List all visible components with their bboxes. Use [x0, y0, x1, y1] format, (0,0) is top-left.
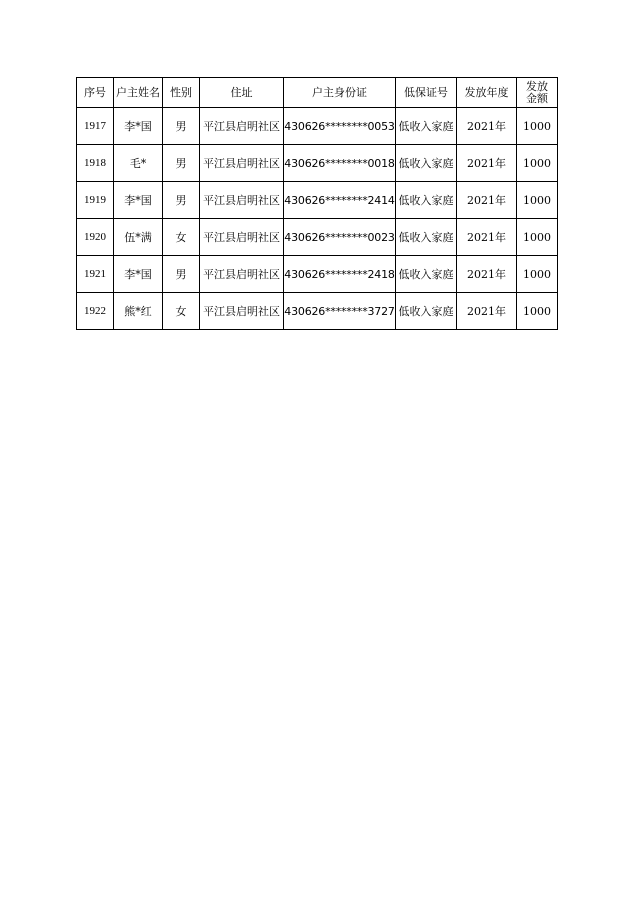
cell-cert-no: 低收入家庭	[396, 293, 457, 330]
cell-seq: 1919	[77, 182, 114, 219]
cell-address: 平江县启明社区	[200, 182, 284, 219]
cell-year: 2021年	[457, 108, 517, 145]
header-address: 住址	[200, 78, 284, 108]
cell-address: 平江县启明社区	[200, 293, 284, 330]
cell-name: 李*国	[114, 182, 163, 219]
cell-address: 平江县启明社区	[200, 145, 284, 182]
table-body	[77, 108, 558, 330]
cell-amount: 1000	[517, 182, 558, 219]
cell-id-card: 430626********2414	[284, 182, 396, 219]
header-name: 户主姓名	[114, 78, 163, 108]
cell-amount: 1000	[517, 256, 558, 293]
cell-year: 2021年	[457, 145, 517, 182]
cell-name: 伍*满	[114, 219, 163, 256]
header-seq: 序号	[77, 78, 114, 108]
cell-year: 2021年	[457, 256, 517, 293]
cell-seq: 1921	[77, 256, 114, 293]
cell-cert-no: 低收入家庭	[396, 182, 457, 219]
cell-name: 李*国	[114, 108, 163, 145]
table-row	[77, 256, 558, 293]
cell-cert-no: 低收入家庭	[396, 256, 457, 293]
cell-name: 李*国	[114, 256, 163, 293]
cell-cert-no: 低收入家庭	[396, 219, 457, 256]
cell-id-card: 430626********0018	[284, 145, 396, 182]
cell-gender: 男	[163, 108, 200, 145]
cell-cert-no: 低收入家庭	[396, 145, 457, 182]
cell-name: 熊*红	[114, 293, 163, 330]
cell-gender: 男	[163, 182, 200, 219]
table-row	[77, 182, 558, 219]
cell-seq: 1917	[77, 108, 114, 145]
cell-year: 2021年	[457, 293, 517, 330]
table-row	[77, 293, 558, 330]
cell-gender: 女	[163, 219, 200, 256]
cell-cert-no: 低收入家庭	[396, 108, 457, 145]
cell-id-card: 430626********3727	[284, 293, 396, 330]
cell-gender: 男	[163, 256, 200, 293]
cell-gender: 女	[163, 293, 200, 330]
cell-amount: 1000	[517, 293, 558, 330]
header-row	[77, 78, 558, 108]
cell-amount: 1000	[517, 219, 558, 256]
table-row	[77, 108, 558, 145]
cell-seq: 1922	[77, 293, 114, 330]
table-row	[77, 219, 558, 256]
cell-address: 平江县启明社区	[200, 108, 284, 145]
cell-seq: 1918	[77, 145, 114, 182]
cell-gender: 男	[163, 145, 200, 182]
cell-address: 平江县启明社区	[200, 256, 284, 293]
header-amount: 发放金额	[517, 78, 558, 108]
cell-amount: 1000	[517, 145, 558, 182]
header-cert-no: 低保证号	[396, 78, 457, 108]
subsidy-roster-table	[76, 77, 558, 330]
table-row	[77, 145, 558, 182]
table-header	[77, 78, 558, 108]
cell-id-card: 430626********0023	[284, 219, 396, 256]
cell-name: 毛*	[114, 145, 163, 182]
header-year: 发放年度	[457, 78, 517, 108]
cell-seq: 1920	[77, 219, 114, 256]
header-gender: 性别	[163, 78, 200, 108]
cell-id-card: 430626********0053	[284, 108, 396, 145]
cell-id-card: 430626********2418	[284, 256, 396, 293]
cell-year: 2021年	[457, 182, 517, 219]
cell-year: 2021年	[457, 219, 517, 256]
cell-amount: 1000	[517, 108, 558, 145]
cell-address: 平江县启明社区	[200, 219, 284, 256]
header-id-card: 户主身份证	[284, 78, 396, 108]
